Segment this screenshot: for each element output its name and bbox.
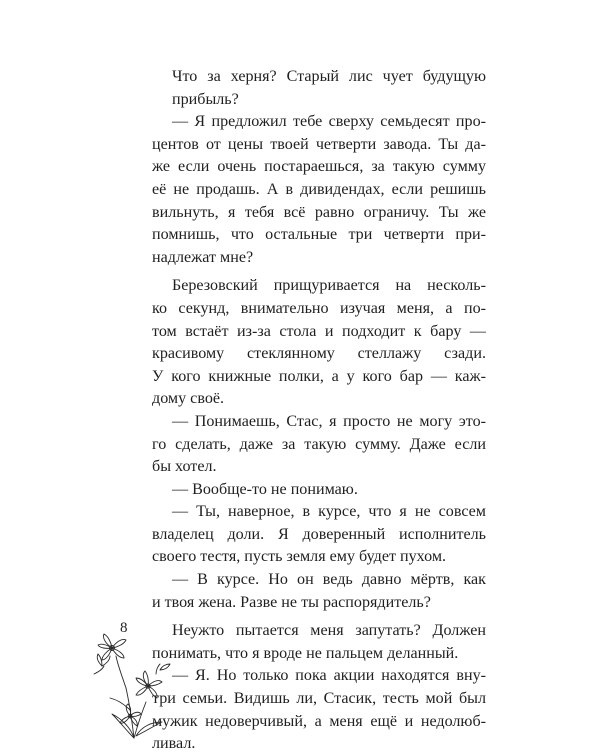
text-line: — Я предложил тебе сверху семьдесят про-: [172, 113, 486, 131]
text-line: бы хотел.: [152, 458, 217, 476]
text-line: три семьи. Видишь ли, Стасик, тесть мой был: [152, 690, 486, 708]
text-line: центов от цены твоей четверти завода. Ты да-: [152, 135, 486, 153]
text-line: её не продашь. А в дивидендах, если решишь: [152, 180, 486, 198]
page-number: 8: [120, 620, 128, 636]
text-line: дому своё.: [152, 390, 225, 408]
text-line: Березовский прищуривается на несколь-: [172, 277, 486, 295]
text-line: — Вообще-то не понимаю.: [172, 480, 358, 498]
text-line: Что за херня? Старый лис чует будущую: [172, 68, 486, 85]
text-line: го сделать, даже за такую сумму. Даже если: [152, 435, 486, 453]
text-line: помнишь, что остальные три четверти при-: [152, 226, 486, 244]
text-line: — В курсе. Но он ведь давно мёртв, как: [172, 571, 486, 589]
text-line: прибыль?: [172, 90, 239, 108]
text-line: владелец доли. Я доверенный исполнитель: [152, 525, 486, 543]
text-line: ливал.: [152, 735, 196, 753]
text-line: — Понимаешь, Стас, я просто не могу это-: [172, 412, 486, 430]
text-line: — Ты, наверное, в курсе, что я не совсем: [172, 503, 486, 521]
text-line: своего тестя, пусть земля ему будет пухом.: [152, 548, 447, 566]
narcissus-flower-icon: [90, 626, 180, 741]
text-line: — Я. Но только пока акции находятся вну-: [172, 667, 486, 685]
text-line: У кого книжные полки, а у кого бар — каж-: [152, 367, 486, 385]
text-line: мужик недоверчивый, а меня ещё и недолюб-: [152, 712, 486, 730]
text-line: вильнуть, я тебя всё равно ограничу. Ты же: [152, 203, 486, 221]
text-line: и твоя жена. Разве не ты распорядитель?: [152, 593, 431, 611]
text-line: понимать, что я вроде не пальцем деланный.: [152, 644, 459, 662]
text-line: том встаёт из-за стола и подходит к бару —: [152, 322, 486, 340]
text-line: ко секунд, внимательно изучая меня, а по-: [152, 299, 486, 317]
text-line: же если очень постараешься, за такую сумму: [152, 158, 486, 176]
text-line: надлежат мне?: [152, 248, 254, 266]
body-text: [152, 66, 486, 756]
text-line: Неужто пытается меня запутать? Должен: [172, 622, 486, 640]
text-line: красивому стеклянному стеллажу сзади.: [152, 345, 486, 363]
